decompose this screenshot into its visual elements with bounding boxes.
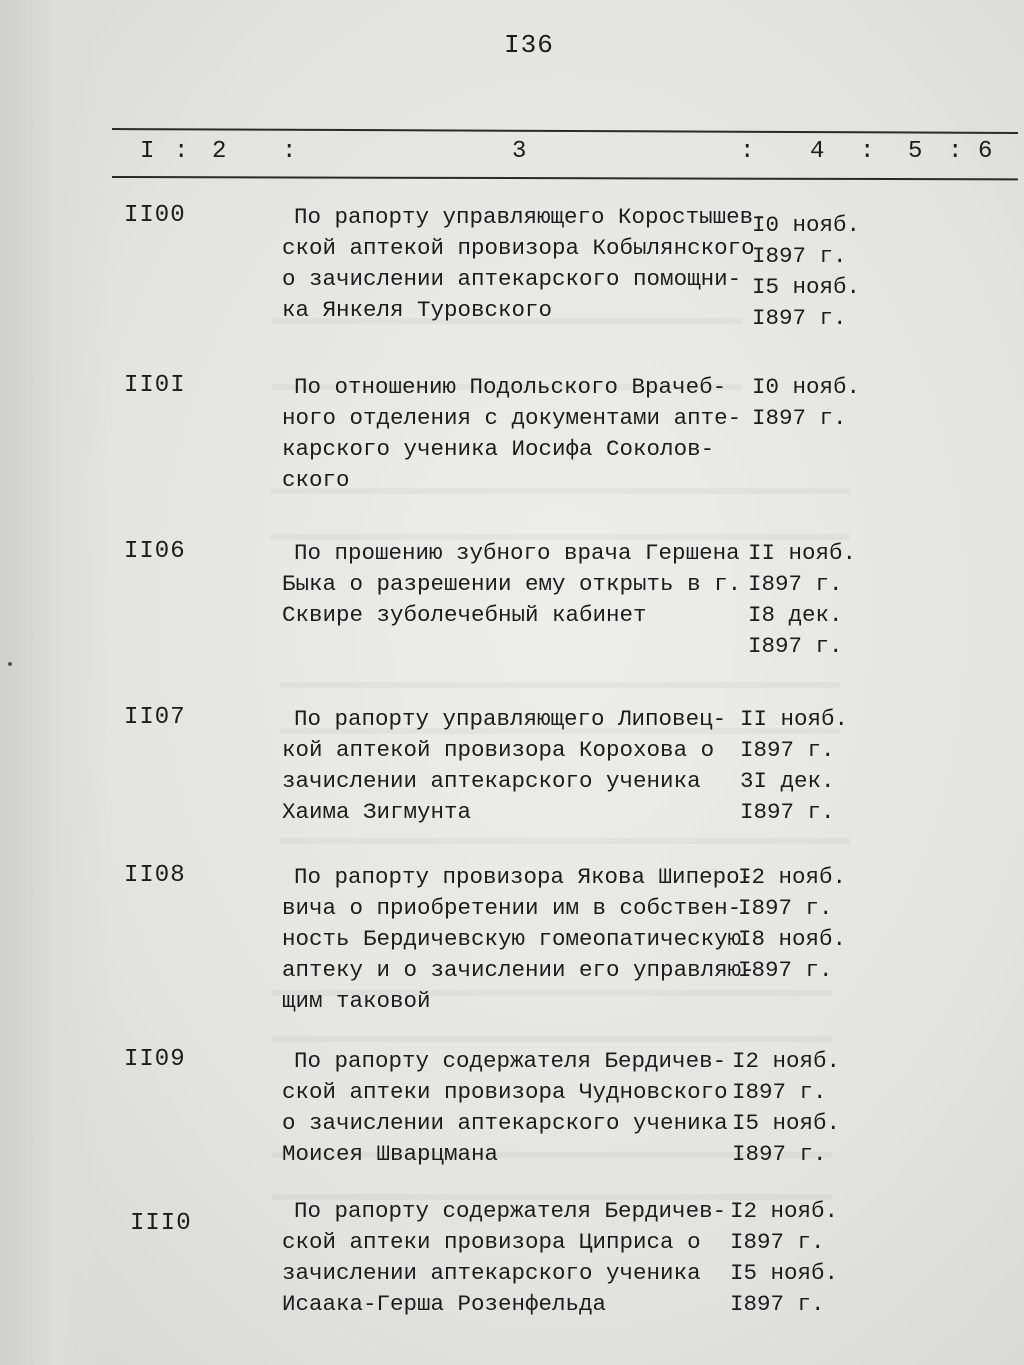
date-line: I897 г.: [730, 1291, 825, 1317]
entry-dates: [740, 704, 890, 828]
entry-description: [282, 372, 742, 496]
entry-dates: [738, 862, 888, 986]
date-line: II нояб.: [740, 706, 849, 732]
description-line: о зачислении аптекарского помощни-: [282, 266, 742, 292]
description-line: По рапорту содержателя Бердичев-: [294, 1198, 727, 1224]
description-line: По рапорту провизора Якова Шиперо-: [294, 864, 754, 890]
entry-dates: [730, 1196, 880, 1320]
date-line: I2 нояб.: [732, 1048, 841, 1074]
entry-number: II00: [124, 202, 186, 229]
header-rule-top: [112, 128, 1018, 134]
column-label: I: [140, 138, 155, 165]
column-label: 2: [212, 138, 227, 165]
description-line: Быка о разрешении ему открыть в г.: [282, 571, 742, 597]
paper-speck: [8, 662, 12, 666]
entry-description: [282, 1196, 742, 1320]
description-line: ской аптекой провизора Кобылянского: [282, 235, 755, 261]
binding-shadow: [0, 0, 110, 1365]
date-line: I897 г.: [740, 737, 835, 763]
entry-description: [282, 202, 767, 326]
date-line: I897 г.: [752, 243, 847, 269]
description-line: По рапорту содержателя Бердичев-: [294, 1048, 727, 1074]
entry-dates: [752, 210, 902, 334]
date-line: 3I дек.: [740, 768, 835, 794]
entry-description: [282, 1046, 742, 1170]
entry-number: III0: [130, 1210, 192, 1237]
date-line: I897 г.: [748, 633, 843, 659]
date-line: I0 нояб.: [752, 374, 861, 400]
description-line: аптеку и о зачислении его управляю-: [282, 957, 755, 983]
description-line: вича о приобретении им в собствен-: [282, 895, 742, 921]
description-line: Хаима Зигмунта: [282, 799, 472, 825]
description-line: зачислении аптекарского ученика: [282, 1260, 701, 1286]
column-separator: :: [740, 138, 755, 165]
description-line: ской аптеки провизора Циприса о: [282, 1229, 701, 1255]
entry-dates: [732, 1046, 882, 1170]
column-separator: :: [948, 138, 963, 165]
description-line: щим таковой: [282, 988, 431, 1014]
entry-dates: [748, 538, 898, 662]
entry-description: [282, 704, 742, 828]
description-line: Исаака-Герша Розенфельда: [282, 1291, 607, 1317]
column-separator: :: [282, 138, 297, 165]
entry-number: II06: [124, 538, 186, 565]
description-line: По прошению зубного врача Гершена: [294, 540, 740, 566]
date-line: I897 г.: [730, 1229, 825, 1255]
description-line: ского: [282, 467, 350, 493]
date-line: I897 г.: [740, 799, 835, 825]
page-number: I36: [504, 30, 554, 60]
date-line: I897 г.: [752, 305, 847, 331]
description-line: зачислении аптекарского ученика: [282, 768, 701, 794]
description-line: ность Бердичевскую гомеопатическую: [282, 926, 742, 952]
description-line: карского ученика Иосифа Соколов-: [282, 436, 715, 462]
description-line: По отношению Подольского Врачеб-: [294, 374, 727, 400]
column-separator: :: [860, 138, 875, 165]
description-line: о зачислении аптекарского ученика: [282, 1110, 728, 1136]
description-line: ного отделения с документами апте-: [282, 405, 742, 431]
description-line: Моисея Шварцмана: [282, 1141, 499, 1167]
description-line: По рапорту управляющего Коростышев-: [294, 204, 767, 230]
date-line: I8 дек.: [748, 602, 843, 628]
date-line: I0 нояб.: [752, 212, 861, 238]
column-header: [112, 138, 1018, 172]
date-line: I2 нояб.: [730, 1198, 839, 1224]
description-line: По рапорту управляющего Липовец-: [294, 706, 727, 732]
column-label: 6: [978, 138, 993, 165]
description-line: кой аптекой провизора Корохова о: [282, 737, 715, 763]
date-line: I897 г.: [738, 895, 833, 921]
date-line: I897 г.: [738, 957, 833, 983]
date-line: I897 г.: [732, 1141, 827, 1167]
column-label: 3: [512, 138, 527, 165]
date-line: I8 нояб.: [738, 926, 847, 952]
date-line: II нояб.: [748, 540, 857, 566]
date-line: I897 г.: [752, 405, 847, 431]
description-line: ка Янкеля Туровского: [282, 297, 553, 323]
date-line: I897 г.: [732, 1079, 827, 1105]
column-separator: :: [174, 138, 189, 165]
entry-number: II09: [124, 1046, 186, 1073]
date-line: I5 нояб.: [730, 1260, 839, 1286]
entry-number: II0I: [124, 372, 186, 399]
entry-number: II08: [124, 862, 186, 889]
date-line: I5 нояб.: [732, 1110, 841, 1136]
date-line: I897 г.: [748, 571, 843, 597]
date-line: I2 нояб.: [738, 864, 847, 890]
description-line: Сквире зуболечебный кабинет: [282, 602, 647, 628]
date-line: I5 нояб.: [752, 274, 861, 300]
entry-dates: [752, 372, 902, 434]
entry-description: [282, 538, 742, 631]
column-label: 5: [908, 138, 923, 165]
entry-description: [282, 862, 755, 1017]
header-rule-bottom: [112, 176, 1018, 180]
description-line: ской аптеки провизора Чудновского: [282, 1079, 728, 1105]
column-label: 4: [810, 138, 825, 165]
entry-number: II07: [124, 704, 186, 731]
